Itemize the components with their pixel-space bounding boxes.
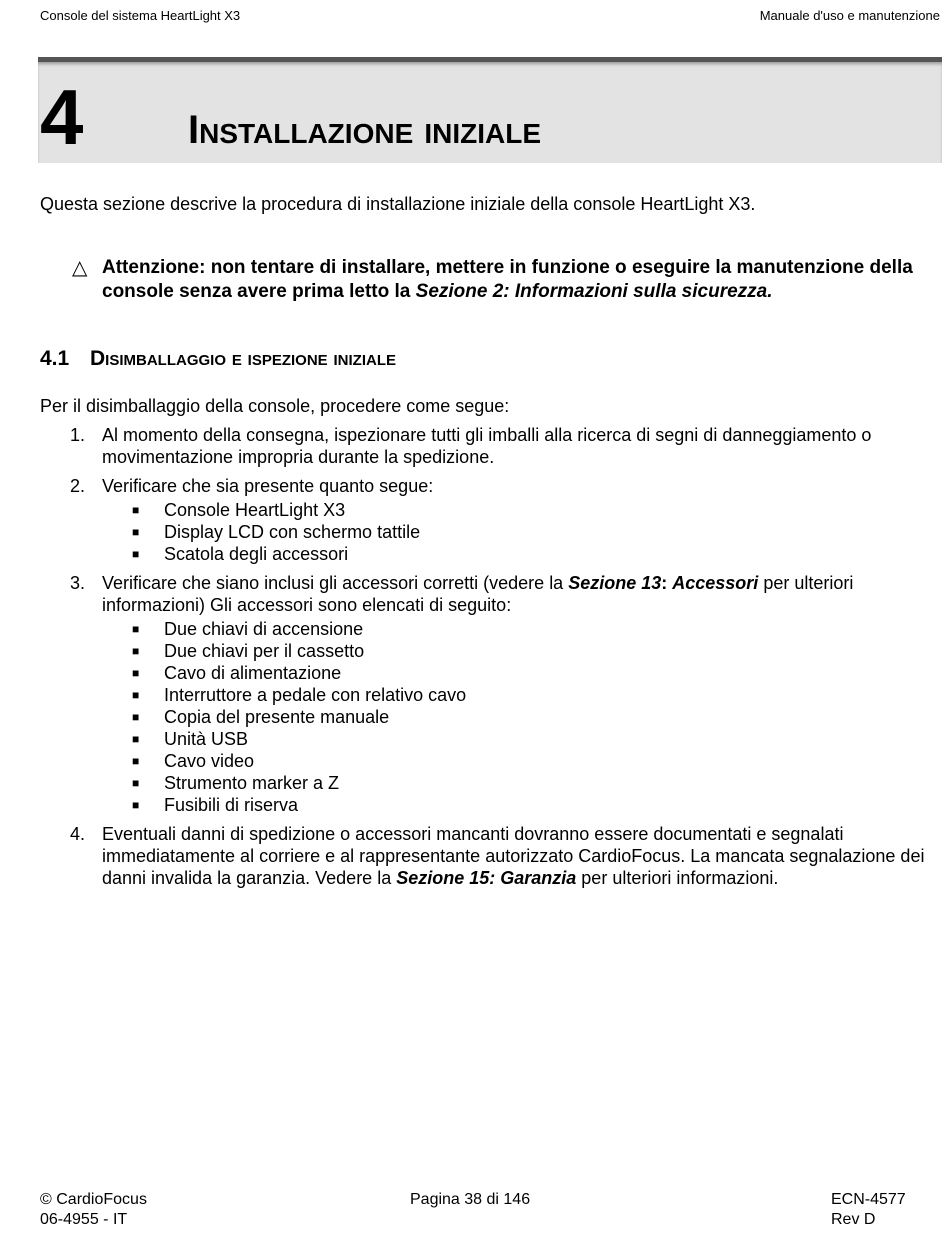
bullet-item: ■ Copia del presente manuale [132, 707, 390, 727]
warning-note [72, 256, 942, 304]
bullet-item: ■ Cavo di alimentazione [132, 663, 342, 683]
step-text: Eventuali danni di spedizione o accessori mancanti dovranno essere documentati e segnalati immediatamente al corriere e al rappresentante autorizzato CardioFocus. La mancata segnalazione dei danni invalida la garanzia. Vedere la Sezione 15: Garanzia per ulteriori informazioni. [102, 824, 925, 888]
intro-paragraph: Questa sezione descrive la procedura di installazione iniziale della console HeartLight X3. [40, 194, 756, 214]
section-heading [40, 346, 396, 372]
step-number: 3. [70, 573, 86, 593]
list-item [40, 475, 945, 565]
lead-paragraph: Per il disimballaggio della console, procedere come segue: [40, 396, 510, 416]
section-title: Disimballaggio e ispezione iniziale [90, 347, 397, 370]
section-number: 4.1 [40, 347, 70, 370]
step-number: 1. [70, 425, 86, 445]
warning-triangle-icon: △ [72, 257, 88, 279]
step-text: Al momento della consegna, ispezionare tutti gli imballi alla ricerca di segni di danneggiamento o movimentazione impropria durante la spedizione. [102, 425, 872, 467]
bullet-item: ■ Due chiavi di accensione [132, 619, 364, 639]
chapter-number: 4 [40, 73, 84, 161]
bullet-item: ■ Unità USB [132, 729, 249, 749]
ecn-number: ECN-4577 [831, 1191, 906, 1208]
bullet-item: ■ Cavo video [132, 751, 255, 771]
step-text: Verificare che siano inclusi gli accessori corretti (vedere la Sezione 13: Accessori per ulteriori informazioni) Gli accessori sono elencati di seguito: [102, 573, 854, 615]
bullet-item: ■ Display LCD con schermo tattile [132, 522, 421, 542]
steps-list [40, 424, 945, 896]
running-header-right: Manuale d'uso e manutenzione [759, 8, 940, 23]
revision: Rev D [831, 1211, 876, 1228]
list-item [40, 572, 945, 816]
bullet-item: ■ Scatola degli accessori [132, 544, 349, 564]
page-number: Pagina 38 di 146 [410, 1191, 531, 1208]
warning-text: Attenzione: non tentare di installare, mettere in funzione o eseguire la manutenzione della console senza avere prima letto la Sezione 2: Informazioni sulla sicurezza. [102, 257, 913, 302]
chapter-title: Installazione iniziale [188, 108, 542, 152]
bullet-item: ■ Due chiavi per il cassetto [132, 641, 365, 661]
bullet-item: ■ Interruttore a pedale con relativo cavo [132, 685, 467, 705]
list-item [40, 424, 945, 468]
bullet-item: ■ Fusibili di riserva [132, 795, 299, 815]
list-item [40, 823, 945, 889]
warning-section-ref: Sezione 2: Informazioni sulla sicurezza. [415, 281, 773, 302]
step-number: 2. [70, 476, 86, 496]
step-text: Verificare che sia presente quanto segue: [102, 476, 434, 496]
step-number: 4. [70, 824, 86, 844]
document-number: 06-4955 - IT [40, 1211, 128, 1228]
footer-right [831, 1190, 906, 1230]
bullet-item: ■ Strumento marker a Z [132, 773, 340, 793]
bullet-item: ■ Console HeartLight X3 [132, 500, 346, 520]
copyright: © CardioFocus [40, 1191, 147, 1208]
running-header-left: Console del sistema HeartLight X3 [40, 8, 241, 23]
footer-left [40, 1190, 147, 1230]
